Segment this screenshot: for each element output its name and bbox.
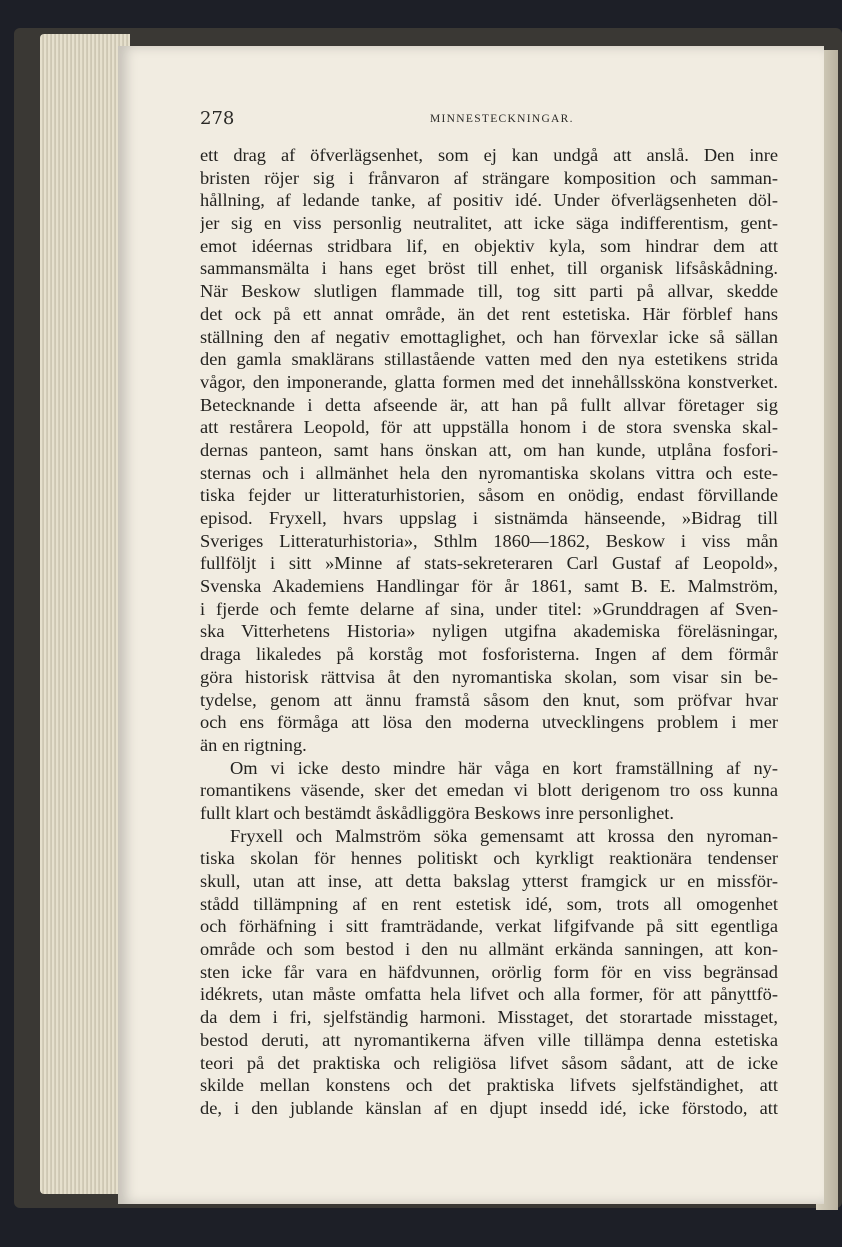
text-line: romantikens väsende, sker det emedan vi blott derigenom tro oss kunna (200, 780, 778, 801)
text-line: sternas och i allmänhet hela den nyromantiska skolans vittra och este- (200, 462, 778, 483)
text-line: jer sig en viss personlig neutralitet, att icke säga indifferentism, gent- (200, 213, 778, 234)
text-line: episod. Fryxell, hvars uppslag i sistnämda hänseende, »Bidrag till (200, 508, 778, 528)
page-edges (40, 34, 130, 1194)
text-line: draga likaledes på korståg mot fosforisterna. Ingen af dem förmår (200, 644, 778, 665)
text-line: att restårera Leopold, för att uppställa honom i de stora svenska skal- (200, 417, 778, 438)
text-line: sten icke får vara en häfdvunnen, orörlig form för en viss begränsad (200, 961, 778, 982)
text-line: det ock på ett annat område, än det rent estetiska. Här förblef hans (200, 303, 778, 324)
text-line: i fjerde och femte delarne af sina, under titel: »Grunddragen af Sven- (200, 598, 778, 619)
text-line: de, i den jublande känslan af en djupt insedd idé, icke förstodo, att (200, 1097, 778, 1118)
text-line: tiska skolan för hennes politiskt och kyrkligt reaktionära tendenser (200, 848, 778, 869)
text-line: teori på det praktiska och religiösa lifvet såsom sådant, att de icke (200, 1052, 778, 1073)
text-line: bristen röjer sig i frånvaron af strängare komposition och samman- (200, 167, 778, 188)
running-head: MINNESTECKNINGAR. (430, 113, 574, 125)
text-line: göra historisk rättvisa åt den nyromantiska skolan, som visar sin be- (200, 666, 778, 687)
body-text (200, 144, 778, 1120)
text-line: vågor, den imponerande, glatta formen med det innehållssköna konstverket. (200, 371, 778, 392)
text-line: tydelse, genom att ännu framstå såsom den knut, som pröfvar hvar (200, 689, 778, 710)
text-line: stådd tillämpning af en rent estetisk idé, som, trots all omogenhet (200, 893, 778, 914)
text-line: da dem i fri, sjelfständig harmoni. Misstaget, det storartade misstaget, (200, 1007, 778, 1028)
book-page (118, 46, 824, 1204)
page-number: 278 (200, 108, 235, 129)
text-line: än en rigtning. (200, 734, 307, 755)
text-line: den gamla smaklärans stillastående vatten med den nya estetikens strida (200, 349, 778, 370)
text-line: ställning den af negativ emottaglighet, och han förvexlar icke så sällan (200, 326, 778, 347)
text-line: skilde mellan konstens och det praktiska lifvets sjelfständighet, att (200, 1075, 778, 1096)
text-line: Fryxell och Malmström söka gemensamt att krossa den nyroman- (230, 825, 778, 846)
text-line: område och som bestod i den nu allmänt erkända sanningen, att kon- (200, 939, 778, 960)
text-line: bestod deruti, att nyromantikerna äfven ville tillämpa denna estetiska (200, 1029, 778, 1050)
text-line: ett drag af öfverlägsenhet, som ej kan undgå att anslå. Den inre (200, 145, 778, 165)
text-line: skull, utan att inse, att detta bakslag ytterst framgick ur en missför- (200, 871, 778, 891)
text-line: och förhäfning i sitt framträdande, verkat lifgifvande på sitt egentliga (200, 916, 778, 937)
text-line: fullt klart och bestämdt åskådliggöra Beskows inre personlighet. (200, 802, 674, 823)
text-line: hållning, af ledande tanke, af positiv idé. Under öfverlägsenheten döl- (200, 190, 778, 211)
text-line: dernas panteon, samt hans önskan att, om han kunde, utplåna fosfori- (200, 439, 778, 460)
text-line: sammansmälta i hans eget bröst till enhet, till organisk lifsåskådning. (200, 258, 778, 279)
page-header (200, 108, 776, 134)
text-line: fullföljt i sitt »Minne af stats-sekreteraren Carl Gustaf af Leopold», (200, 553, 778, 574)
text-line: emot idéernas stridbara lif, en objektiv kyla, som hindrar dem att (200, 235, 778, 256)
text-line: tiska fejder ur litteraturhistorien, såsom en onödig, endast förvillande (200, 485, 778, 506)
text-line: Om vi icke desto mindre här våga en kort framställning af ny- (230, 757, 778, 778)
text-line: Svenska Akademiens Handlingar för år 1861, samt B. E. Malmström, (200, 576, 778, 597)
text-line: och ens förmåga att lösa den moderna utvecklingens problem i mer (200, 712, 778, 733)
text-line: Sveriges Litteraturhistoria», Sthlm 1860—1862, Beskow i viss mån (200, 530, 778, 551)
text-line: Betecknande i detta afseende är, att han på fullt allvar företager sig (200, 394, 778, 415)
text-line: idékrets, utan måste omfatta hela lifvet och alla former, för att pånyttfö- (200, 984, 778, 1005)
text-line: När Beskow slutligen flammade till, tog sitt parti på allvar, skedde (200, 281, 778, 302)
text-line: ska Vitterhetens Historia» nyligen utgifna akademiska föreläsningar, (200, 621, 778, 642)
